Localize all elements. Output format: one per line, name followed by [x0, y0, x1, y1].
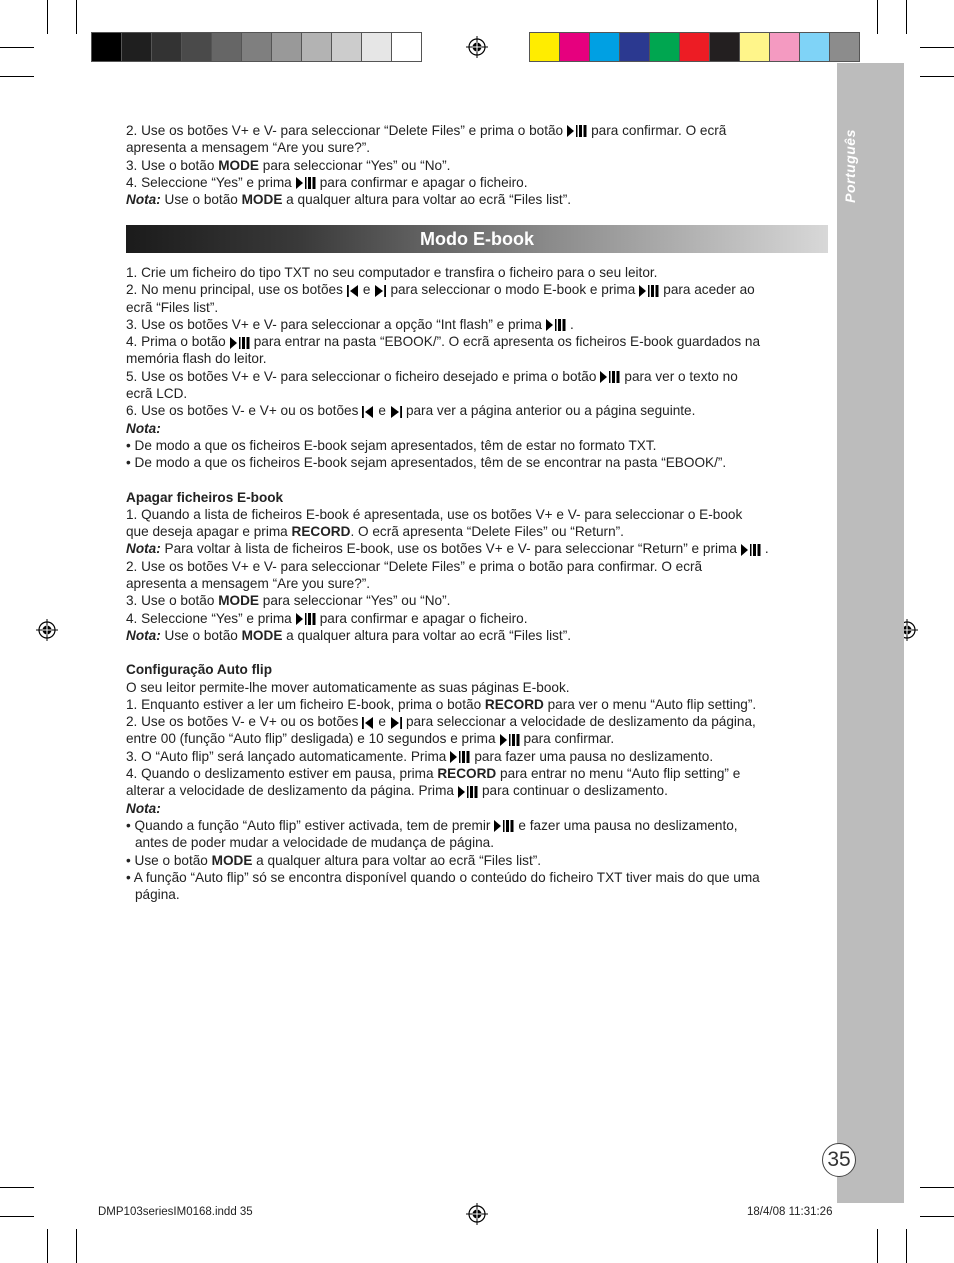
crop-mark — [906, 1229, 907, 1263]
note-bullet: • De modo a que os ficheiros E-book sejam apresentados, têm de se encontrar na pasta “EBOOK/”. — [126, 455, 727, 471]
intro-line: 3. Use o botão MODE para seleccionar “Yes” ou “No”. — [126, 157, 451, 173]
step: 2. Use os botões V+ e V- para seleccionar “Delete Files” e prima o botão para confirmar. O ecrã — [126, 558, 703, 574]
step: 5. Use os botões V+ e V- para seleccionar o ficheiro desejado e prima o botão para ver o texto no — [126, 368, 738, 384]
subheading-delete: Apagar ficheiros E-book — [126, 489, 284, 505]
play-pause-icon — [490, 818, 518, 833]
footer-timestamp: 18/4/08 11:31:26 — [747, 1206, 833, 1218]
note-bullet-cont: página. — [135, 887, 180, 903]
step: alterar a velocidade de deslizamento da página. Prima para continuar o deslizamento. — [126, 783, 668, 799]
step: 6. Use os botões V- e V+ ou os botões e para ver a página anterior ou a página seguinte. — [126, 403, 696, 419]
play-pause-icon — [596, 369, 624, 384]
intro-line: 4. Seleccione “Yes” e prima para confirmar e apagar o ficheiro. — [126, 174, 528, 190]
crop-mark — [920, 1216, 954, 1217]
color-swatch — [301, 32, 331, 62]
color-swatch — [211, 32, 241, 62]
section-title: Modo E-book — [420, 229, 534, 249]
section-header-bar — [126, 225, 828, 253]
note-label: Nota: — [126, 420, 161, 436]
color-swatch — [331, 32, 361, 62]
crop-mark — [0, 1216, 34, 1217]
crop-mark — [0, 47, 34, 48]
color-swatch — [271, 32, 301, 62]
color-swatch — [649, 32, 679, 62]
color-swatch — [709, 32, 739, 62]
crop-mark — [920, 76, 954, 77]
crop-mark — [76, 1229, 77, 1263]
color-swatch — [619, 32, 649, 62]
crop-mark — [0, 76, 34, 77]
step: entre 00 (função “Auto flip” desligada) e 10 segundos e prima para confirmar. — [126, 731, 615, 747]
intro-line: 2. Use os botões V+ e V- para seleccionar “Delete Files” e prima o botão para confirmar. O ecrã — [126, 123, 727, 138]
play-pause-icon — [496, 731, 524, 746]
step: 1. Crie um ficheiro do tipo TXT no seu computador e transfira o ficheiro para o seu leitor. — [126, 265, 658, 280]
intro-steps — [126, 122, 828, 208]
crop-mark — [76, 0, 77, 34]
previous-icon — [358, 403, 378, 418]
note-bullet: • Quando a função “Auto flip” estiver activada, tem de premir e fazer uma pausa no deslizamento, — [126, 817, 738, 833]
previous-icon — [343, 282, 363, 297]
step: memória flash do leitor. — [126, 351, 267, 367]
step: 3. Use os botões V+ e V- para seleccionar a opção “Int flash” e prima . — [126, 316, 574, 332]
play-pause-icon — [292, 175, 320, 190]
footer-filename: DMP103seriesIM0168.indd 35 — [98, 1206, 253, 1218]
note-bullet: • Use o botão MODE a qualquer altura para voltar ao ecrã “Files list”. — [126, 852, 542, 868]
registration-mark-icon — [36, 619, 58, 641]
crop-mark — [920, 47, 954, 48]
next-icon — [386, 403, 406, 418]
step: 3. Use o botão MODE para seleccionar “Yes” ou “No”. — [126, 593, 451, 609]
color-swatch — [181, 32, 211, 62]
step: 4. Seleccione “Yes” e prima para confirmar e apagar o ficheiro. — [126, 610, 528, 626]
crop-mark — [0, 1187, 34, 1188]
language-label: Português — [842, 129, 858, 203]
step: 4. Quando o deslizamento estiver em pausa, prima RECORD para entrar no menu “Auto flip setting” e — [126, 766, 741, 782]
play-pause-icon — [292, 611, 320, 626]
note: Nota: Use o botão MODE a qualquer altura para voltar ao ecrã “Files list”. — [126, 627, 572, 643]
previous-icon — [358, 714, 378, 729]
note-label: Nota: — [126, 800, 161, 816]
step: ecrã LCD. — [126, 386, 188, 402]
play-pause-icon — [635, 282, 663, 297]
crop-mark — [877, 1229, 878, 1263]
paragraph: O seu leitor permite-lhe mover automaticamente as suas páginas E-book. — [126, 679, 570, 695]
play-pause-icon — [226, 334, 254, 349]
crop-mark — [877, 0, 878, 34]
step: 2. Use os botões V- e V+ ou os botões e para seleccionar a velocidade de deslizamento da página, — [126, 714, 756, 730]
step: 2. No menu principal, use os botões e para seleccionar o modo E-book e prima para aceder ao — [126, 282, 755, 298]
crop-mark — [47, 1229, 48, 1263]
color-swatch — [391, 32, 422, 62]
play-pause-icon — [454, 783, 482, 798]
color-swatch — [739, 32, 769, 62]
step: apresenta a mensagem “Are you sure?”. — [126, 576, 371, 592]
color-swatch — [91, 32, 121, 62]
next-icon — [370, 282, 390, 297]
ebook-steps — [126, 264, 828, 903]
color-swatch — [589, 32, 619, 62]
play-pause-icon — [542, 317, 570, 332]
step: que deseja apagar e prima RECORD. O ecrã apresenta “Delete Files” ou “Return”. — [126, 524, 624, 540]
registration-mark-icon — [466, 36, 488, 58]
color-swatch — [361, 32, 391, 62]
play-pause-icon — [563, 123, 591, 138]
crop-mark — [920, 1187, 954, 1188]
process-color-bar — [529, 32, 860, 62]
color-swatch — [529, 32, 559, 62]
page-number: 35 — [822, 1143, 856, 1177]
color-swatch — [559, 32, 589, 62]
step: 1. Quando a lista de ficheiros E-book é apresentada, use os botões V+ e V- para seleccionar o E-book — [126, 506, 743, 522]
registration-mark-icon — [466, 1203, 488, 1225]
note: Nota: Para voltar à lista de ficheiros E-book, use os botões V+ e V- para seleccionar “Return” e prima . — [126, 541, 769, 557]
crop-mark — [47, 0, 48, 34]
next-icon — [386, 714, 406, 729]
intro-note: Nota: Use o botão MODE a qualquer altura para voltar ao ecrã “Files list”. — [126, 192, 572, 208]
step: 1. Enquanto estiver a ler um ficheiro E-book, prima o botão RECORD para ver o menu “Auto flip setting”. — [126, 696, 757, 712]
color-swatch — [151, 32, 181, 62]
intro-line: apresenta a mensagem “Are you sure?”. — [126, 140, 371, 156]
play-pause-icon — [737, 541, 765, 556]
color-swatch — [241, 32, 271, 62]
note-bullet: • De modo a que os ficheiros E-book sejam apresentados, têm de estar no formato TXT. — [126, 437, 657, 453]
play-pause-icon — [446, 749, 474, 764]
color-swatch — [121, 32, 151, 62]
grayscale-color-bar — [91, 32, 422, 62]
color-swatch — [679, 32, 709, 62]
color-swatch — [799, 32, 829, 62]
note-bullet-cont: antes de poder mudar a velocidade de mudança de página. — [135, 835, 494, 851]
step: 3. O “Auto flip” será lançado automaticamente. Prima para fazer uma pausa no deslizamento. — [126, 748, 714, 764]
crop-mark — [906, 0, 907, 34]
subheading-autoflip: Configuração Auto flip — [126, 662, 272, 678]
step: ecrã “Files list”. — [126, 299, 219, 315]
step: 4. Prima o botão para entrar na pasta “EBOOK/”. O ecrã apresenta os ficheiros E-book guardados na — [126, 334, 761, 350]
color-swatch — [769, 32, 799, 62]
note-bullet: • A função “Auto flip” só se encontra disponível quando o conteúdo do ficheiro TXT tiver mais do que uma — [126, 869, 760, 885]
color-swatch — [829, 32, 860, 62]
